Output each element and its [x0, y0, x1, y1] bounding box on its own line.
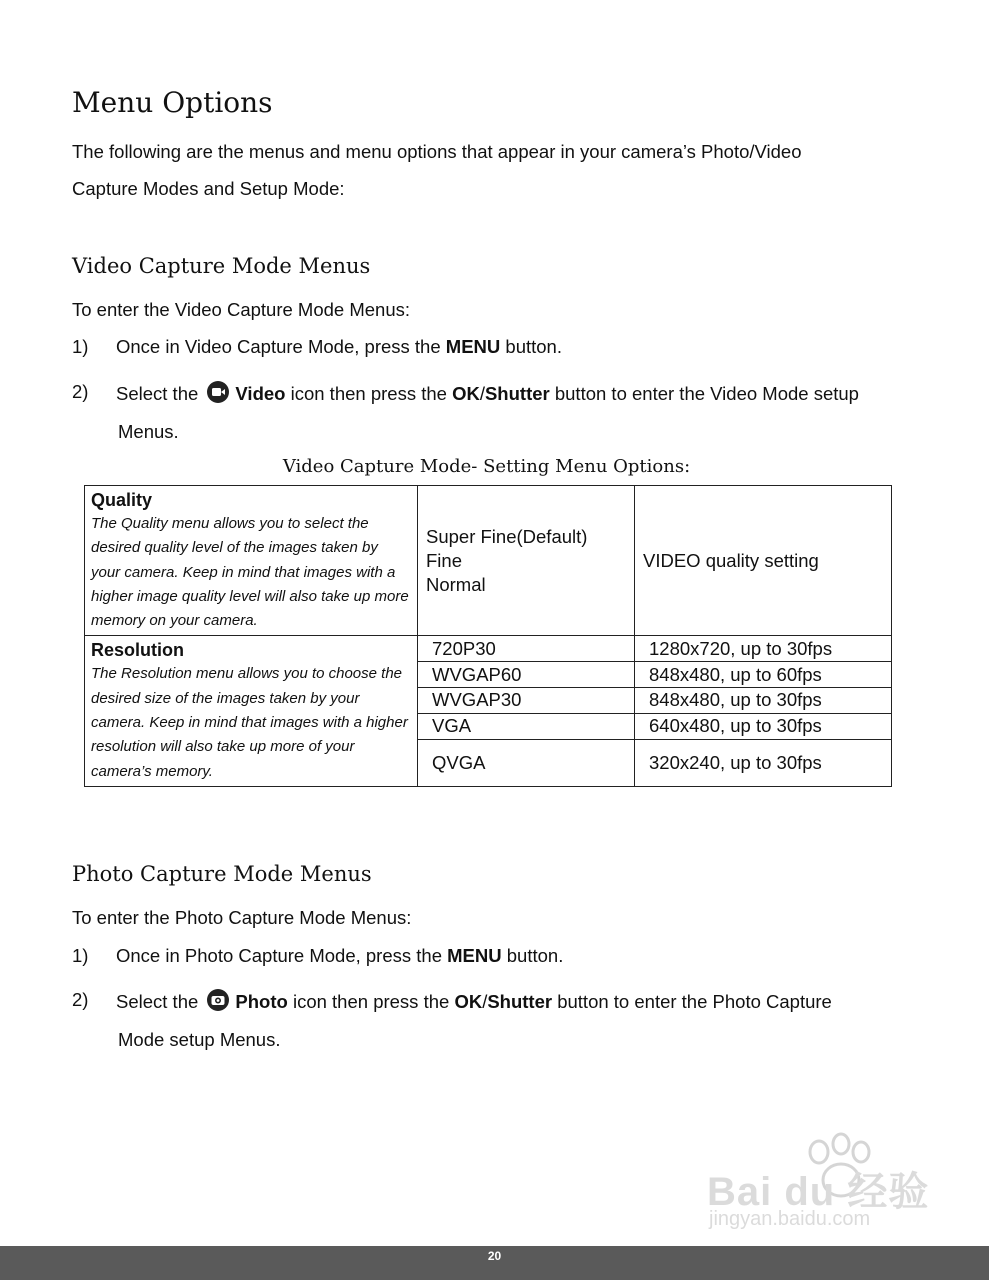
- page-footer: [0, 1246, 989, 1280]
- menu-button-label: MENU: [447, 945, 502, 966]
- video-section-heading: Video Capture Mode Menus: [72, 254, 371, 278]
- quality-option: Normal: [426, 573, 486, 595]
- quality-note-cell: VIDEO quality setting: [635, 486, 892, 636]
- resolution-option: QVGA: [418, 739, 635, 786]
- video-step1-text: Once in Video Capture Mode, press the MENU button.: [116, 336, 562, 357]
- video-step2-continuation: Menus.: [118, 421, 179, 442]
- intro-line-2: Capture Modes and Setup Mode:: [72, 178, 345, 199]
- photo-step2-continuation: Mode setup Menus.: [118, 1029, 281, 1050]
- video-step1-number: 1): [72, 336, 89, 357]
- photo-camera-icon: [207, 989, 229, 1011]
- resolution-row: [85, 636, 892, 662]
- resolution-detail: 1280x720, up to 30fps: [635, 636, 892, 662]
- photo-step2-number: 2): [72, 989, 89, 1010]
- quality-description: The Quality menu allows you to select the desired quality level of the images taken by your camera. Keep in mind that images with a higher image quality level will also take up more memory on your camera.: [91, 515, 409, 630]
- resolution-detail: 320x240, up to 30fps: [635, 739, 892, 786]
- resolution-detail: 848x480, up to 60fps: [635, 662, 892, 688]
- baidu-watermark: [701, 1130, 931, 1240]
- resolution-option: 720P30: [418, 636, 635, 662]
- quality-title: Quality: [91, 490, 153, 510]
- resolution-description-cell: [85, 636, 418, 786]
- watermark-brand: Bai du 经验: [707, 1170, 930, 1214]
- quality-option: Fine: [426, 549, 462, 571]
- photo-step1-text: Once in Photo Capture Mode, press the MENU button.: [116, 945, 564, 966]
- resolution-option: WVGAP60: [418, 662, 635, 688]
- photo-section-heading: Photo Capture Mode Menus: [72, 862, 372, 886]
- watermark-url: jingyan.baidu.com: [709, 1208, 871, 1230]
- video-camera-icon: [207, 381, 229, 403]
- intro-line-1: The following are the menus and menu options that appear in your camera’s Photo/Video: [72, 141, 802, 162]
- photo-step2-text: Select the Photo icon then press the OK/Shutter button to enter the Photo Capture: [116, 991, 832, 1012]
- page-number: 20: [487, 1249, 502, 1263]
- resolution-detail: 848x480, up to 30fps: [635, 688, 892, 714]
- photo-enter-text: To enter the Photo Capture Mode Menus:: [72, 907, 412, 928]
- resolution-title: Resolution: [91, 640, 184, 661]
- quality-description-cell: [85, 486, 418, 636]
- table-caption: Video Capture Mode- Setting Menu Options:: [282, 456, 691, 477]
- quality-options-cell: [418, 486, 635, 636]
- resolution-option: VGA: [418, 713, 635, 739]
- quality-row: [85, 486, 892, 636]
- video-settings-table: [84, 485, 892, 787]
- video-enter-text: To enter the Video Capture Mode Menus:: [72, 299, 411, 320]
- quality-option: Super Fine(Default): [426, 525, 588, 547]
- menu-button-label: MENU: [445, 336, 501, 357]
- resolution-option: WVGAP30: [418, 688, 635, 714]
- video-step2-number: 2): [72, 381, 89, 402]
- resolution-description: The Resolution menu allows you to choose the desired size of the images taken by your camera. Keep in mind that images with a higher resolution will also take up more of your camera’s memory.: [91, 665, 408, 780]
- resolution-detail: 640x480, up to 30fps: [635, 713, 892, 739]
- page-title: Menu Options: [72, 86, 273, 119]
- photo-step1-number: 1): [72, 945, 89, 966]
- video-step2-text: Select the Video icon then press the OK/Shutter button to enter the Video Mode setup: [116, 383, 859, 404]
